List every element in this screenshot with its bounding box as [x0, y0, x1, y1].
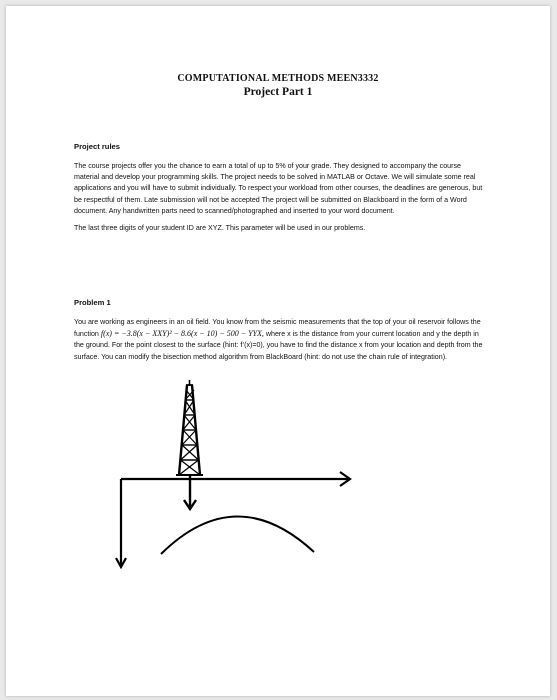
- student-id-paragraph: The last three digits of your student ID are XYZ. This parameter will be used in our problems.: [74, 224, 366, 233]
- problem1-text-after: where x is the distance from your current location and y the depth in the ground. For the point closest to the surface (hint: f’(x)=0), you have to find the distance x from your location and depth from the surface. You can modify the bisection method algorithm from BlackBoard (hint: do not use the chain rule of integration).: [74, 330, 483, 361]
- project-rules-heading: Project rules: [74, 142, 121, 151]
- problem1-text-before: You are working as engineers in an oil field. You know from the seismic measurements that the top of your oil reservoir follows the function: [74, 318, 481, 339]
- drill-arrow-icon: [184, 475, 196, 509]
- title-block: [6, 73, 550, 98]
- rules-paragraph: The course projects offer you the chance to earn a total of up to 5% of your grade. They designed to accompany the course material and develop your programming skills. The project needs to be solved in MATLAB or Octave. We will simulate some real applications and you will have to submit individually. To respect your workload from other courses, the deadlines are generous, but be respectful of them. Late submission will not be accepted The project will be submitted on Blackboard in the form of a Word document. Any handwritten parts need to scanned/photographed and inserted to your word document.: [74, 162, 483, 215]
- problem1-heading: Problem 1: [74, 298, 111, 307]
- problem1-section: [74, 298, 488, 363]
- reservoir-curve: [161, 516, 314, 554]
- depth-axis-arrow: [116, 479, 126, 567]
- project-subtitle: Project Part 1: [243, 86, 313, 98]
- document-page: [6, 6, 550, 696]
- x-axis-arrow: [121, 472, 350, 486]
- oil-derrick-icon: [176, 380, 203, 475]
- course-title: COMPUTATIONAL METHODS MEEN3332: [177, 73, 379, 84]
- oil-field-diagram: [106, 378, 366, 578]
- project-rules-section: [74, 142, 488, 234]
- reservoir-function: f(x) = −3.8(x − XXY)² − 8.6(x − 10) − 500 − YYX,: [100, 329, 264, 339]
- problem1-paragraph: [74, 317, 488, 363]
